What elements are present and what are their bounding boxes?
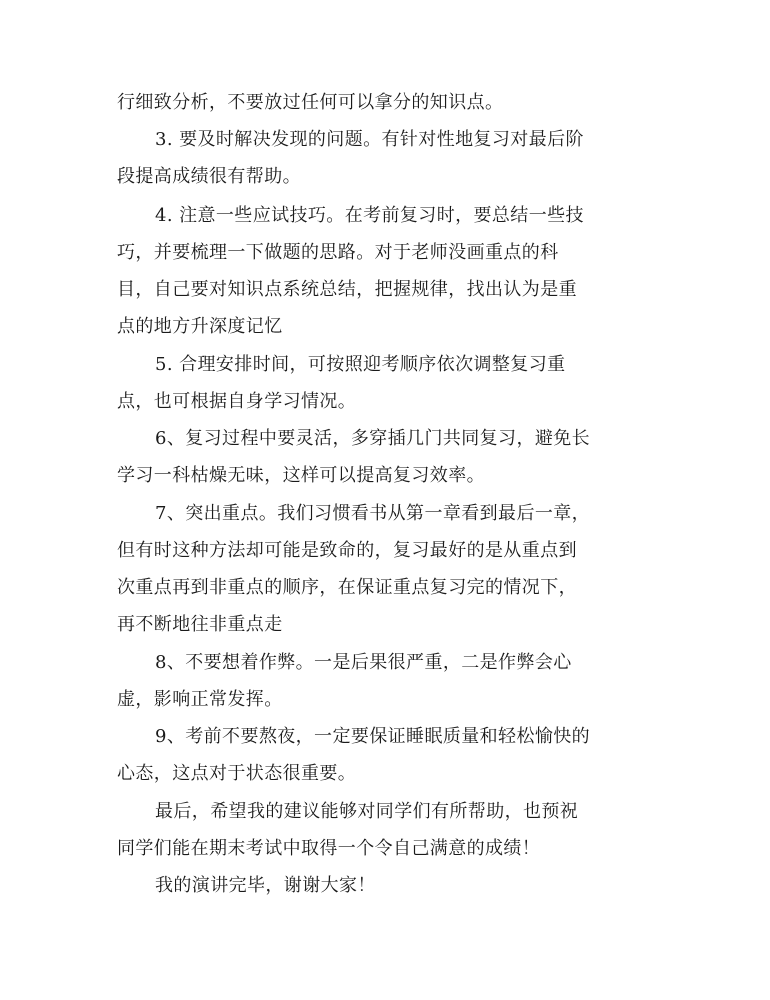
text-line: 7、突出重点。我们习惯看书从第一章看到最后一章， [155,503,591,524]
text-line: 再不断地往非重点走 [117,614,283,635]
text-line: 巧，并要梳理一下做题的思路。对于老师没画重点的科 [117,242,559,263]
text-line: 学习一科枯燥无味，这样可以提高复习效率。 [117,465,485,486]
text-line: 行细致分析，不要放过任何可以拿分的知识点。 [117,92,504,113]
text-line: 同学们能在期末考试中取得一个令自己满意的成绩！ [117,838,541,859]
text-line: 9、考前不要熬夜，一定要保证睡眠质量和轻松愉快的 [155,726,591,747]
text-line: 8、不要想着作弊。一是后果很严重，二是作弊会心 [155,652,572,673]
text-line: 4. 注意一些应试技巧。在考前复习时，要总结一些技 [155,205,584,226]
text-line: 6、复习过程中要灵活，多穿插几门共同复习，避免长 [155,428,591,449]
text-line: 但有时这种方法却可能是致命的，复习最好的是从重点到 [117,540,577,561]
text-line: 点，也可根据自身学习情况。 [117,391,357,412]
text-line: 心态，这点对于状态很重要。 [117,763,357,784]
text-line: 我的演讲完毕，谢谢大家！ [155,875,376,896]
text-line: 点的地方升深度记忆 [117,316,283,337]
text-line: 虚，影响正常发挥。 [117,689,283,710]
text-line: 段提高成绩很有帮助。 [117,166,301,187]
text-line: 最后，希望我的建议能够对同学们有所帮助，也预祝 [155,801,579,822]
text-line: 目，自己要对知识点系统总结，把握规律，找出认为是重 [117,279,577,300]
text-line: 3. 要及时解决发现的问题。有针对性地复习对最后阶 [155,129,584,150]
text-line: 次重点再到非重点的顺序，在保证重点复习完的情况下， [117,577,577,598]
text-line: 5. 合理安排时间，可按照迎考顺序依次调整复习重 [155,354,566,375]
